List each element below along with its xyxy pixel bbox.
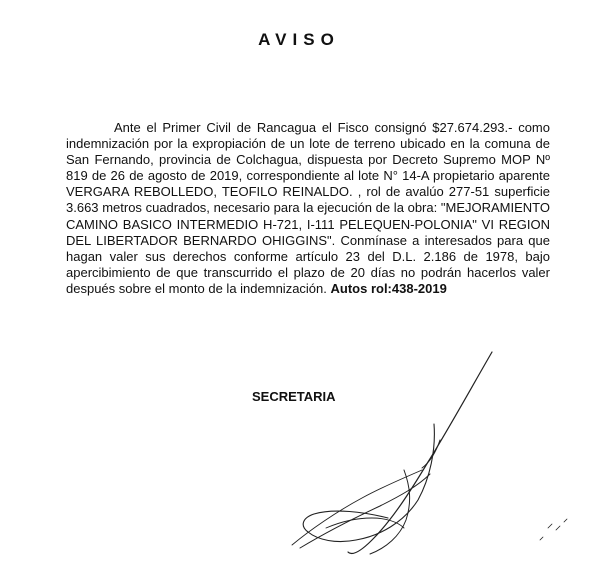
notice-body-text: Ante el Primer Civil de Rancagua el Fisco consignó $27.674.293.- como indemnización por la expropiación de un lote de terreno ubicado en la comuna de San Fernando, provincia de Colchagua, dispuesta por Decreto Supremo MOP Nº 819 de 26 de agosto de 2019, correspondiente al lote N° 14-A propietario aparente VERGARA REBOLLEDO, TEOFILO REINALDO. , rol de avalúo 277-51 superficie 3.663 metros cuadrados, necesario para la ejecución de la obra: "MEJORAMIENTO CAMINO BASICO INTERMEDIO H-721, I-111 PELEQUEN-POLONIA" VI REGION DEL LIBERTADOR BERNARDO OHIGGINS". Conmínase a interesados para que hagan valer sus derechos conforme artículo 23 del D.L. 2.186 de 1978, bajo apercibimiento de que transcurrido el plazo de 20 días no podrán hacerlos valer después sobre el monto de la indemnización. bbox=[66, 120, 550, 296]
notice-title: AVISO bbox=[258, 30, 340, 49]
signatory-label: SECRETARIA bbox=[252, 389, 336, 404]
notice-body bbox=[66, 120, 550, 297]
case-reference: Autos rol:438-2019 bbox=[330, 280, 447, 296]
